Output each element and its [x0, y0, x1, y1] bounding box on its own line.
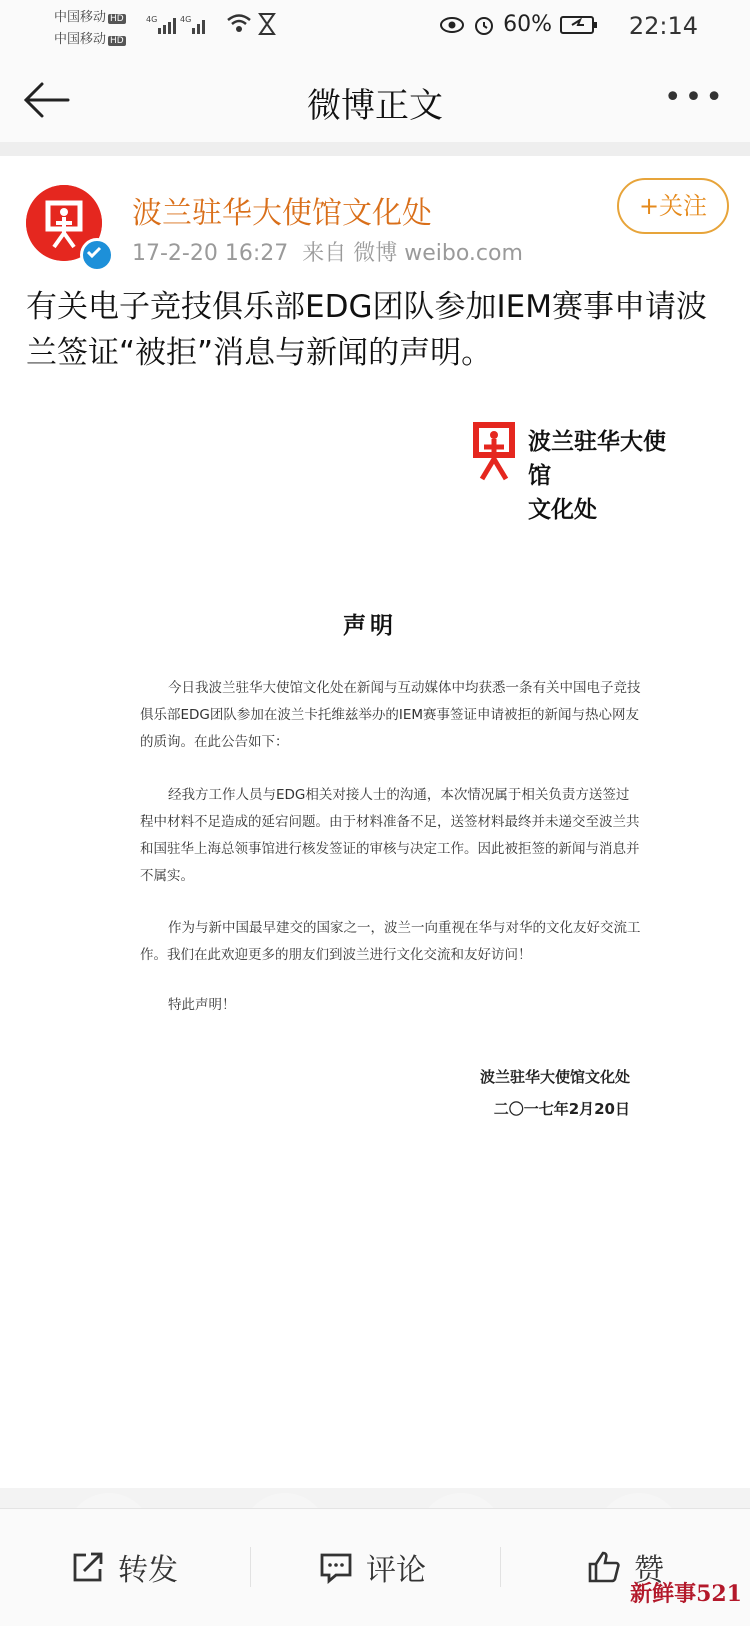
clock: 22:14 — [628, 12, 698, 40]
doc-logo-line2: 文化处 — [528, 497, 597, 523]
section-divider — [0, 142, 750, 156]
like-label: 赞 — [634, 1553, 664, 1588]
embassy-logo-mark-icon — [470, 421, 520, 483]
author-name[interactable]: 波兰驻华大使馆文化处 — [132, 196, 432, 231]
svg-text:4G: 4G — [180, 15, 192, 24]
status-bar — [0, 0, 750, 58]
comment-label: 评论 — [366, 1553, 426, 1588]
carrier-1: 中国移动 HD — [54, 10, 124, 25]
comment-button[interactable] — [318, 1543, 426, 1591]
page-title: 微博正文 — [307, 86, 443, 126]
battery-percent: 60% — [503, 12, 552, 37]
watermark: 新鲜事521 — [630, 1581, 742, 1607]
action-divider — [250, 1547, 251, 1587]
post-text: 有关电子竞技俱乐部EDG团队参加IEM赛事申请波兰签证“被拒”消息与新闻的声明。 — [26, 289, 707, 371]
doc-paragraph-1: 今日我波兰驻华大使馆文化处在新闻与互动媒体中均获悉一条有关中国电子竞技俱乐部EDG团队参加在波兰卡托维兹举办的IEM赛事签证申请被拒的新闻与热心网友的质询。在此公告如下： — [140, 680, 641, 750]
doc-signature-date: 二〇一七年2月20日 — [493, 1100, 630, 1118]
repost-button[interactable] — [70, 1543, 178, 1591]
doc-title: 声明 — [343, 613, 397, 639]
svg-text:4G: 4G — [146, 15, 158, 24]
post-meta — [132, 236, 523, 267]
verified-badge-icon — [80, 238, 114, 272]
signal-icon — [146, 14, 206, 36]
battery-icon — [560, 15, 598, 35]
eye-icon — [439, 15, 465, 35]
doc-signature — [480, 1061, 630, 1125]
carrier-2: 中国移动 HD — [54, 32, 124, 47]
comment-icon — [318, 1549, 354, 1585]
post-date: 17-2-20 16:27 — [132, 241, 289, 266]
post-card — [0, 156, 750, 1488]
doc-paragraph-2: 经我方工作人员与EDG相关对接人士的沟通，本次情况属于相关负责方送签过程中材料不足造成的延宕问题。由于材料准备不足，送签材料最终并未递交至波兰共和国驻华上海总领事馆进行核发签证的审核与决定工作。因此被拒签的新闻与消息并不属实。 — [140, 787, 640, 884]
repost-label: 转发 — [118, 1553, 178, 1588]
bottom-action-bar — [0, 1508, 750, 1626]
doc-paragraph-3: 作为与新中国最早建交的国家之一，波兰一向重视在华与对华的文化友好交流工作。我们在此欢迎更多的朋友们到波兰进行文化交流和友好访问！ — [140, 920, 641, 963]
action-divider — [500, 1547, 501, 1587]
statement-image[interactable] — [110, 409, 670, 1314]
more-options-icon[interactable]: ••• — [663, 80, 726, 115]
doc-logo-line1: 波兰驻华大使馆 — [528, 429, 666, 489]
post-source[interactable]: 来自 微博 weibo.com — [302, 241, 523, 266]
doc-paragraph-4: 特此声明！ — [168, 997, 236, 1013]
follow-button[interactable]: +关注 — [617, 178, 729, 234]
navbar — [0, 58, 750, 143]
thumbs-up-icon — [586, 1549, 622, 1585]
alarm-icon — [473, 14, 495, 36]
doc-logo-text — [528, 425, 670, 527]
wifi-icon — [226, 12, 252, 34]
hourglass-icon — [258, 12, 276, 36]
doc-signature-name: 波兰驻华大使馆文化处 — [479, 1068, 630, 1086]
repost-icon — [70, 1549, 106, 1585]
